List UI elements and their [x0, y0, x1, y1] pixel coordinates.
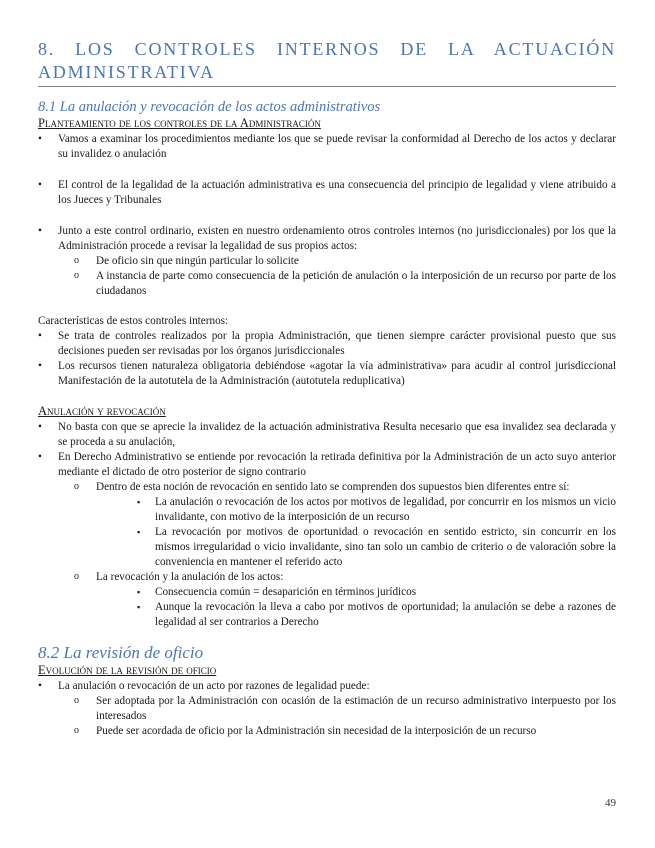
sub-list-item: o Ser adoptada por la Administración con ocasión de la estimación de un recurso administrativo interpuesto por los interesados	[74, 694, 616, 724]
sub-sub-list	[96, 495, 616, 570]
list-item: • Se trata de controles realizados por la propia Administración, que tienen siempre carácter provisional puesto que sus decisiones pueden ser revisadas por los órganos jurisdiccionales	[38, 329, 616, 359]
list-item: • Vamos a examinar los procedimientos mediante los que se puede revisar la conformidad al Derecho de los actos y declarar su invalidez o anulación	[38, 132, 616, 162]
bullet-list	[38, 329, 616, 389]
list-item	[38, 450, 616, 630]
sub-list-item: o De oficio sin que ningún particular lo solicite	[74, 254, 616, 269]
bullet-list	[38, 224, 616, 299]
list-item	[38, 679, 616, 739]
list-item	[38, 224, 616, 299]
page-number: 49	[605, 797, 616, 809]
sub-list-item-text: Dentro de esta noción de revocación en sentido lato se comprenden dos supuestos bien diferentes entre sí:	[96, 481, 570, 493]
sub-list	[38, 254, 616, 299]
section-heading-8-2: 8.2 La revisión de oficio	[38, 643, 204, 662]
list-item: • No basta con que se aprecie la invalidez de la actuación administrativa Resulta necesario que esa invalidez sea declarada y se proceda a su anulación,	[38, 420, 616, 450]
list-item: • El control de la legalidad de la actuación administrativa es una consecuencia del principio de legalidad y viene atribuido a los Jueces y Tribunales	[38, 178, 616, 208]
document-page	[38, 38, 616, 739]
subsection-heading-planteamiento: Planteamiento de los controles de la Administración	[38, 116, 321, 130]
bullet-list	[38, 679, 616, 739]
list-item-text: Junto a este control ordinario, existen en nuestro ordenamiento otros controles internos (no jurisdiccionales) por los que la Administración procede a revisar la legalidad de sus propios actos:	[58, 225, 616, 252]
section-heading-8-1: 8.1 La anulación y revocación de los actos administrativos	[38, 99, 381, 115]
sub-list-item	[74, 480, 616, 570]
sub-list-item: o Puede ser acordada de oficio por la Administración sin necesidad de la interposición de un recurso	[74, 724, 616, 739]
sub-sub-list-item: ▪ Consecuencia común = desaparición en términos jurídicos	[137, 585, 616, 600]
chapter-title: 8. LOS CONTROLES INTERNOS DE LA ACTUACIÓN ADMINISTRATIVA	[38, 38, 616, 87]
list-item-text: En Derecho Administrativo se entiende por revocación la retirada definitiva por la Administración de un acto suyo anterior mediante el dictado de otro posterior de signo contrario	[58, 451, 616, 478]
subsection-heading-anulacion: Anulación y revocación	[38, 404, 166, 418]
subsection-heading-evolucion: Evolución de la revisión de oficio	[38, 663, 217, 677]
bullet-list	[38, 132, 616, 162]
bullet-list	[38, 178, 616, 208]
sub-sub-list-item: ▪ La anulación o revocación de los actos por motivos de legalidad, por concurrir en los mismos un vicio invalidante, con motivo de la interposición de un recurso	[137, 495, 616, 525]
sub-sub-list	[96, 585, 616, 630]
sub-list	[38, 694, 616, 739]
sub-list	[38, 480, 616, 630]
paragraph-caracteristicas: Características de estos controles internos:	[38, 315, 229, 327]
sub-list-item	[74, 570, 616, 630]
bullet-list	[38, 420, 616, 630]
sub-list-item-text: La revocación y la anulación de los actos:	[96, 571, 284, 583]
list-item: • Los recursos tienen naturaleza obligatoria debiéndose «agotar la vía administrativa» para acudir al control jurisdiccional Manifestación de la autotutela de la Administración (autotutela reduplicativa)	[38, 359, 616, 389]
list-item-text: La anulación o revocación de un acto por razones de legalidad puede:	[58, 680, 370, 692]
sub-sub-list-item: ▪ Aunque la revocación la lleva a cabo por motivos de oportunidad; la anulación se debe a razones de legalidad al ser contrarios a Derecho	[137, 600, 616, 630]
sub-list-item: o A instancia de parte como consecuencia de la petición de anulación o la interposición de un recurso por parte de los ciudadanos	[74, 269, 616, 299]
sub-sub-list-item: ▪ La revocación por motivos de oportunidad o revocación en sentido estricto, sin concurrir en los mismos irregularidad o vicio invalidante, sino tan solo un cambio de criterio o de valoración sobre la conveniencia en mantener el referido acto	[137, 525, 616, 570]
